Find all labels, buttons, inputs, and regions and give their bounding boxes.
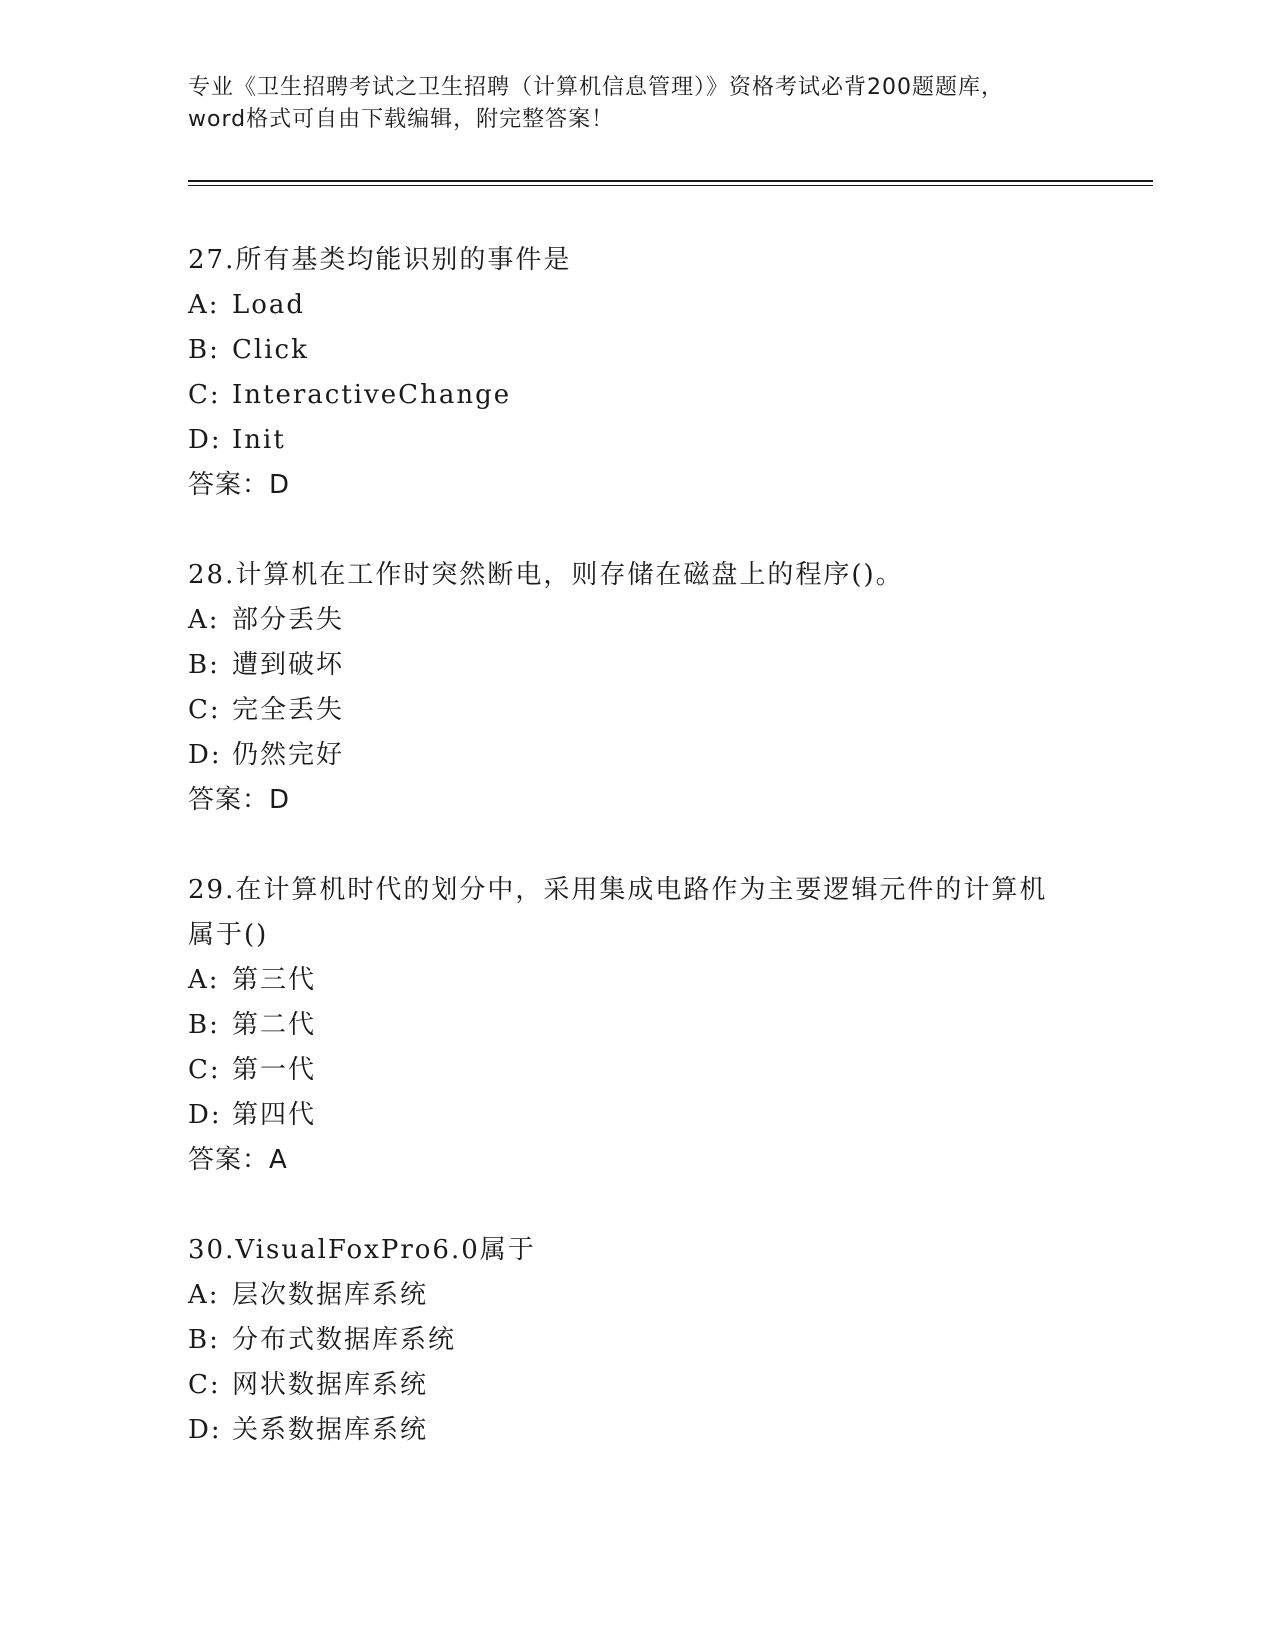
option-letter: A: — [188, 1280, 220, 1310]
option-letter: C: — [188, 695, 221, 725]
header-title-line-1: 专业《卫生招聘考试之卫生招聘（计算机信息管理）》资格考试必背200题题库， — [188, 75, 1004, 100]
option-text: 遭到破坏 — [232, 650, 345, 680]
option-c — [188, 1363, 1153, 1408]
divider-thick-line — [188, 180, 1153, 182]
question-27 — [188, 238, 1153, 507]
option-letter: C: — [188, 1055, 221, 1085]
question-stem: 27.所有基类均能识别的事件是 — [188, 245, 572, 275]
option-letter: B: — [188, 1325, 220, 1355]
question-stem: 29.在计算机时代的划分中，采用集成电路作为主要逻辑元件的计算机属于() — [188, 875, 1048, 950]
option-text: 第四代 — [232, 1100, 317, 1130]
option-d — [188, 1093, 1153, 1138]
answer-line: 答案：A — [188, 1145, 288, 1175]
option-letter: B: — [188, 335, 220, 365]
option-text: 网状数据库系统 — [232, 1370, 429, 1400]
option-a — [188, 598, 1153, 643]
option-text: 仍然完好 — [232, 740, 345, 770]
option-d — [188, 418, 1153, 463]
option-letter: A: — [188, 605, 220, 635]
question-stem: 30.VisualFoxPro6.0属于 — [188, 1235, 536, 1265]
option-c — [188, 688, 1153, 733]
option-c — [188, 373, 1153, 418]
option-text: 分布式数据库系统 — [232, 1325, 457, 1355]
option-letter: A: — [188, 965, 220, 995]
option-letter: D: — [188, 1100, 222, 1130]
option-text: Init — [232, 425, 286, 455]
answer-line: 答案：D — [188, 470, 291, 500]
option-text: InteractiveChange — [232, 380, 512, 410]
header-title-line-2: word格式可自由下载编辑，附完整答案！ — [188, 107, 615, 132]
answer-line: 答案：D — [188, 785, 291, 815]
option-letter: D: — [188, 1415, 222, 1445]
option-b — [188, 1318, 1153, 1363]
question-28 — [188, 553, 1153, 822]
question-29 — [188, 868, 1153, 1182]
question-stem: 28.计算机在工作时突然断电，则存储在磁盘上的程序()。 — [188, 560, 904, 590]
header-divider — [188, 180, 1153, 186]
option-text: 关系数据库系统 — [232, 1415, 429, 1445]
question-30 — [188, 1228, 1153, 1453]
option-d — [188, 1408, 1153, 1453]
option-a — [188, 283, 1153, 328]
option-b — [188, 328, 1153, 373]
option-text: 层次数据库系统 — [232, 1280, 429, 1310]
option-letter: C: — [188, 380, 221, 410]
option-letter: D: — [188, 425, 222, 455]
divider-thin-line — [188, 185, 1153, 186]
option-letter: D: — [188, 740, 222, 770]
option-letter: B: — [188, 650, 220, 680]
option-letter: A: — [188, 290, 220, 320]
option-b — [188, 643, 1153, 688]
option-text: Load — [232, 290, 306, 320]
option-text: 第三代 — [232, 965, 317, 995]
option-text: Click — [232, 335, 309, 365]
option-a — [188, 958, 1153, 1003]
option-text: 第一代 — [232, 1055, 317, 1085]
option-text: 完全丢失 — [232, 695, 345, 725]
document-header — [188, 72, 1153, 136]
option-letter: B: — [188, 1010, 220, 1040]
question-list — [188, 238, 1153, 1453]
option-d — [188, 733, 1153, 778]
document-page — [188, 72, 1153, 1499]
option-c — [188, 1048, 1153, 1093]
option-letter: C: — [188, 1370, 221, 1400]
option-text: 部分丢失 — [232, 605, 345, 635]
option-text: 第二代 — [232, 1010, 317, 1040]
option-b — [188, 1003, 1153, 1048]
option-a — [188, 1273, 1153, 1318]
